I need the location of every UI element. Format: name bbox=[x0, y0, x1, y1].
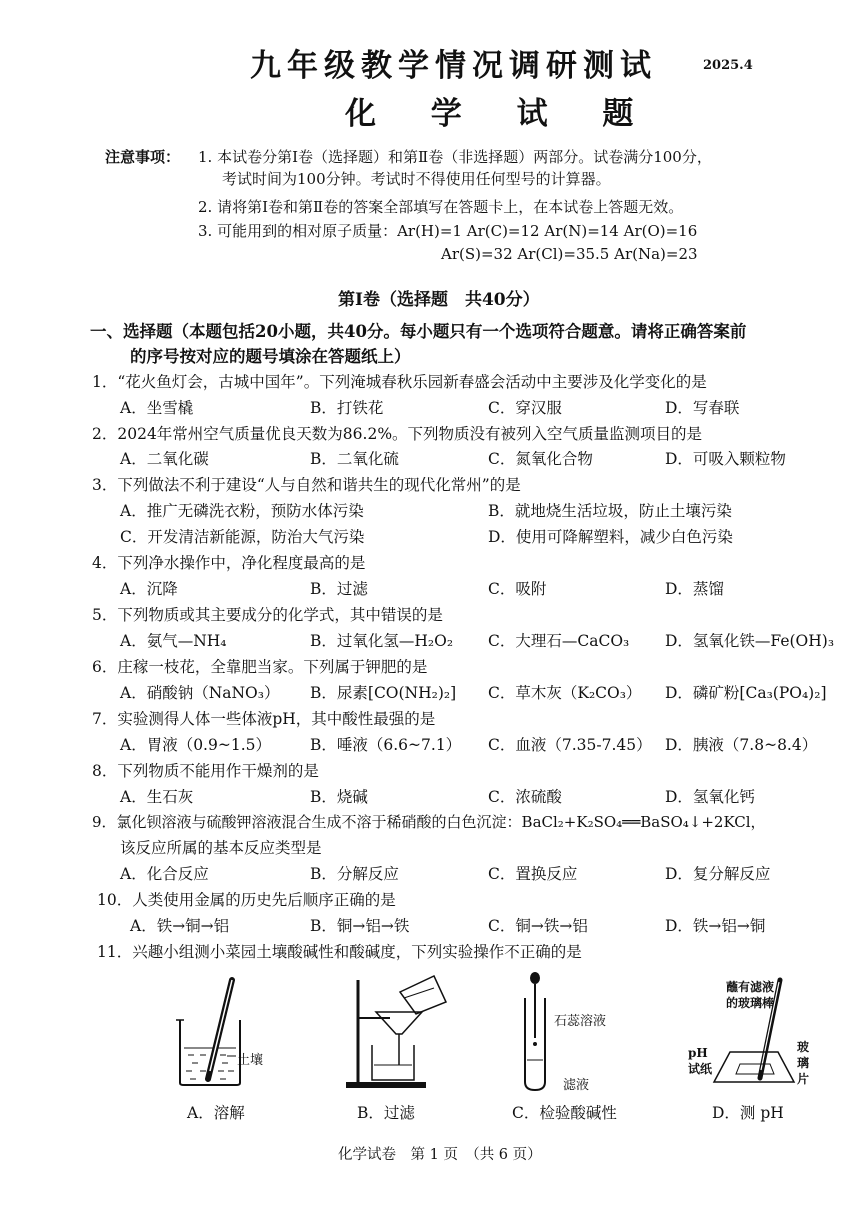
soil-label: 土壤 bbox=[237, 1053, 264, 1068]
option: A．铁→铜→铝 bbox=[130, 917, 230, 935]
notes-label: 注意事项： bbox=[105, 148, 181, 166]
figure-caption: B．过滤 bbox=[357, 1104, 415, 1122]
option: B．尿素[CO(NH₂)₂] bbox=[310, 684, 457, 702]
question-stem: 11．兴趣小组测小菜园土壤酸碱性和酸碱度，下列实验操作不正确的是 bbox=[97, 943, 582, 961]
option: C．氮氧化合物 bbox=[488, 450, 593, 468]
option: A．二氧化碳 bbox=[120, 450, 209, 468]
option: C．开发清洁新能源，防治大气污染 bbox=[120, 528, 365, 546]
option: D．可吸入颗粒物 bbox=[665, 450, 786, 468]
question-stem: 8．下列物质不能用作干燥剂的是 bbox=[92, 762, 319, 780]
option: B．唾液（6.6~7.1） bbox=[310, 736, 462, 754]
question-stem: 9．氯化钡溶液与硫酸钾溶液混合生成不溶于稀硝酸的白色沉淀：BaCl₂+K₂SO₄══BaSO₄↓+2KCl， bbox=[92, 813, 766, 831]
option: B．过氧化氢—H₂O₂ bbox=[310, 632, 454, 650]
note-line: 3. 可能用到的相对原子质量：Ar(H)=1 Ar(C)=12 Ar(N)=14 Ar(O)=16 bbox=[198, 222, 698, 240]
question-stem: 4．下列净水操作中，净化程度最高的是 bbox=[92, 554, 366, 572]
part-title: 第Ⅰ卷（选择题 共40分） bbox=[338, 290, 540, 310]
glass-label: 玻 bbox=[797, 1040, 810, 1054]
question-stem: 7．实验测得人体一些体液pH，其中酸性最强的是 bbox=[92, 710, 436, 728]
figure-caption: D．测 pH bbox=[712, 1104, 784, 1122]
option: B．烧碱 bbox=[310, 788, 368, 806]
option: B．打铁花 bbox=[310, 399, 384, 417]
section-heading: 一、选择题（本题包括20小题，共40分。每小题只有一个选项符合题意。请将正确答案前 bbox=[90, 322, 747, 341]
note-line: 1. 本试卷分第Ⅰ卷（选择题）和第Ⅱ卷（非选择题）两部分。试卷满分100分， bbox=[198, 148, 712, 166]
note-line: 考试时间为100分钟。考试时不得使用任何型号的计算器。 bbox=[222, 170, 611, 188]
glass-label: 片 bbox=[797, 1072, 810, 1086]
rod-label: 蘸有滤液 bbox=[726, 980, 775, 994]
rod-label: 的玻璃棒 bbox=[726, 996, 775, 1010]
figure-caption: C．检验酸碱性 bbox=[512, 1104, 617, 1122]
option: C．铜→铁→铝 bbox=[488, 917, 588, 935]
ph-paper-label: 试纸 bbox=[688, 1062, 713, 1076]
option: A．坐雪橇 bbox=[120, 399, 194, 417]
option: A．沉降 bbox=[120, 580, 178, 598]
option: C．置换反应 bbox=[488, 865, 578, 883]
question-stem: 2．2024年常州空气质量优良天数为86.2%。下列物质没有被列入空气质量监测项目的是 bbox=[92, 425, 703, 443]
option: A．推广无磷洗衣粉，预防水体污染 bbox=[120, 502, 364, 520]
option: C．大理石—CaCO₃ bbox=[488, 632, 630, 650]
question-stem: 5．下列物质或其主要成分的化学式，其中错误的是 bbox=[92, 606, 443, 624]
note-line: 2. 请将第Ⅰ卷和第Ⅱ卷的答案全部填写在答题卡上，在本试卷上答题无效。 bbox=[198, 198, 684, 216]
option: C．吸附 bbox=[488, 580, 547, 598]
option: A．氨气—NH₄ bbox=[120, 632, 227, 650]
option: D．复分解反应 bbox=[665, 865, 771, 883]
option: A．硝酸钠（NaNO₃） bbox=[120, 684, 280, 702]
question-stem: 3．下列做法不利于建设“人与自然和谐共生的现代化常州”的是 bbox=[92, 476, 521, 494]
option: D．写春联 bbox=[665, 399, 740, 417]
option: D．胰液（7.8~8.4） bbox=[665, 736, 818, 754]
question-stem-continued: 该反应所属的基本反应类型是 bbox=[120, 839, 322, 857]
option: C．血液（7.35-7.45） bbox=[488, 736, 652, 754]
note-line: Ar(S)=32 Ar(Cl)=35.5 Ar(Na)=23 bbox=[441, 245, 698, 263]
subject-title: 化 学 试 题 bbox=[345, 96, 656, 132]
option: B．二氧化硫 bbox=[310, 450, 399, 468]
option: D．氢氧化铁—Fe(OH)₃ bbox=[665, 632, 835, 650]
option: C．穿汉服 bbox=[488, 399, 562, 417]
page-footer: 化学试卷 第 1 页 （共 6 页） bbox=[338, 1147, 542, 1163]
figure-dissolving bbox=[170, 975, 270, 1090]
option: A．胃液（0.9~1.5） bbox=[120, 736, 271, 754]
option: A．生石灰 bbox=[120, 788, 194, 806]
option: C．草木灰（K₂CO₃） bbox=[488, 684, 642, 702]
filtrate-label: 滤液 bbox=[563, 1078, 590, 1093]
option: B．铜→铝→铁 bbox=[310, 917, 410, 935]
option: B．就地烧生活垃圾，防止土壤污染 bbox=[488, 502, 732, 520]
option: D．使用可降解塑料，减少白色污染 bbox=[488, 528, 733, 546]
exam-date: 2025.4 bbox=[703, 58, 753, 73]
option: D．氢氧化钙 bbox=[665, 788, 755, 806]
question-stem: 10．人类使用金属的历史先后顺序正确的是 bbox=[97, 891, 396, 909]
option: B．过滤 bbox=[310, 580, 368, 598]
litmus-label: 石蕊溶液 bbox=[554, 1014, 607, 1029]
question-stem: 1．“花火鱼灯会，古城中国年”。下列淹城春秋乐园新春盛会活动中主要涉及化学变化的是 bbox=[92, 373, 707, 391]
option: B．分解反应 bbox=[310, 865, 399, 883]
figure-filtration bbox=[338, 970, 458, 1095]
option: D．磷矿粉[Ca₃(PO₄)₂] bbox=[665, 684, 827, 702]
figure-acidity-test bbox=[515, 970, 555, 1095]
section-heading: 的序号按对应的题号填涂在答题纸上） bbox=[130, 347, 411, 366]
ph-paper-label: pH bbox=[688, 1046, 708, 1060]
option: D．铁→铝→铜 bbox=[665, 917, 766, 935]
option: A．化合反应 bbox=[120, 865, 209, 883]
exam-title: 九年级教学情况调研测试 bbox=[250, 48, 657, 84]
figure-caption: A．溶解 bbox=[187, 1104, 245, 1122]
glass-label: 璃 bbox=[797, 1056, 810, 1070]
option: D．蒸馏 bbox=[665, 580, 724, 598]
option: C．浓硫酸 bbox=[488, 788, 562, 806]
question-stem: 6．庄稼一枝花，全靠肥当家。下列属于钾肥的是 bbox=[92, 658, 428, 676]
